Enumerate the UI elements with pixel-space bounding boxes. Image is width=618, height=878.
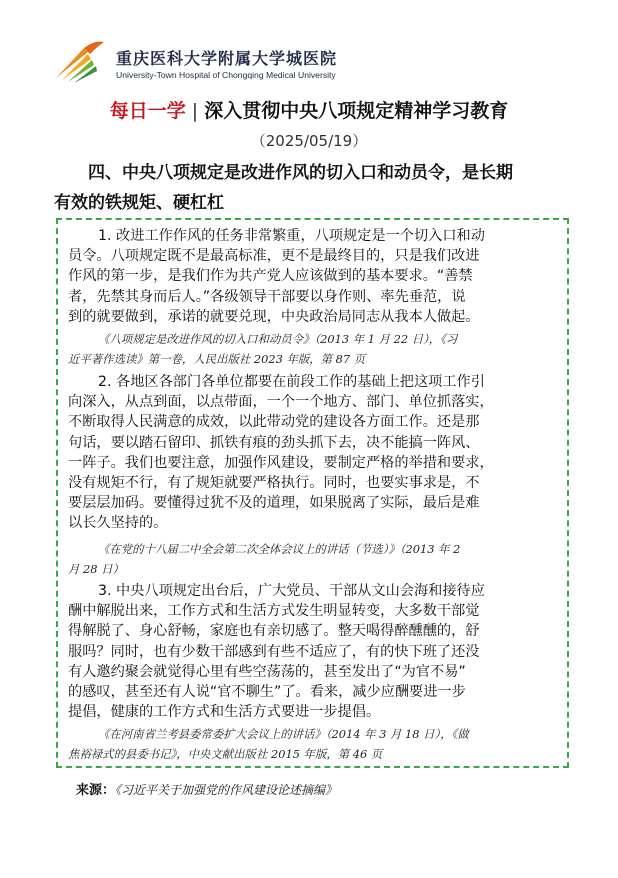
- title-prefix: 每日一学: [109, 100, 186, 122]
- text-line: 到的就要做到，承诺的就要兑现，中央政治局同志从我本人做起。: [68, 308, 480, 325]
- hospital-logo-icon: [54, 38, 108, 84]
- item-2-citation: [68, 539, 563, 579]
- text-line: 以长久坚持的。: [68, 515, 168, 532]
- citation-line: 《在党的十八届二中全会第二次全体会议上的讲话（节选）》（2013 年 2: [98, 542, 461, 556]
- text-line: 有人邀约聚会就觉得心里有些空荡荡的，甚至发出了“为官不易”: [68, 663, 466, 680]
- hospital-name-en: University-Town Hospital of Chongqing Medical University: [116, 70, 336, 80]
- page-date: （2025/05/19）: [250, 132, 368, 150]
- page-title: [0, 96, 618, 123]
- text-line: 向深入，从点到面，以点带面，一个一个地方、部门、单位抓落实，: [68, 394, 494, 411]
- text-line: 1. 改进工作作风的任务非常繁重，八项规定是一个切入口和动: [98, 228, 485, 244]
- text-line: 酬中解脱出来，工作方式和生活方式发生明显转变，大多数干部觉: [68, 603, 480, 620]
- item-2-text: [68, 372, 563, 534]
- section-heading-line-1: 四、中央八项规定是改进作风的切入口和动员令，是长期: [88, 163, 513, 183]
- source-value: 《习近平关于加强党的作风建设论述摘编》: [115, 783, 338, 797]
- source-note: [76, 779, 337, 798]
- title-separator: |: [191, 100, 199, 122]
- text-line: 者，先禁其身而后人。”各级领导干部要以身作则、率先垂范，说: [68, 288, 466, 305]
- section-heading-line-2: 有效的铁规矩、硬杠杠: [54, 193, 224, 213]
- citation-line: 《在河南省兰考县委常委扩大会议上的讲话》（2014 年 3 月 18 日），《做: [98, 727, 469, 741]
- text-line: 的感叹，甚至还有人说“官不聊生”了。看来，减少应酬要进一步: [68, 684, 466, 701]
- section-heading: [54, 158, 566, 218]
- citation-line: 焦裕禄式的县委书记》，中央文献出版社 2015 年版，第 46 页: [68, 747, 383, 761]
- item-1-text: [68, 226, 563, 327]
- text-line: 不断取得人民满意的成效，以此带动党的建设各方面工作。还是那: [68, 414, 480, 431]
- text-line: 服吗？同时，也有少数干部感到有些不适应了，有的快下班了还没: [68, 643, 480, 660]
- hospital-header: [54, 38, 374, 88]
- source-label: 来源：: [76, 783, 116, 798]
- text-line: 作风的第一步，是我们作为共产党人应该做到的基本要求。“善禁: [68, 268, 473, 285]
- hospital-name-cn: 重庆医科大学附属大学城医院: [116, 49, 338, 68]
- item-3-citation: [68, 724, 563, 764]
- text-line: 提倡，健康的工作方式和生活方式要进一步提倡。: [68, 704, 381, 721]
- title-main: 深入贯彻中央八项规定精神学习教育: [204, 100, 509, 122]
- text-line: 2. 各地区各部门各单位都要在前段工作的基础上把这项工作引: [98, 374, 485, 390]
- text-line: 得解脱了、身心舒畅，家庭也有亲切感了。整天喝得醉醺醺的，舒: [68, 623, 480, 640]
- text-line: 3. 中央八项规定出台后，广大党员、干部从文山会海和接待应: [98, 583, 485, 599]
- text-line: 员令。八项规定既不是最高标准，更不是最终目的，只是我们改进: [68, 248, 480, 265]
- citation-line: 近平著作选读》第一卷，人民出版社 2023 年版，第 87 页: [68, 352, 366, 366]
- citation-line: 月 28 日）: [68, 562, 124, 576]
- text-line: 一阵子。我们也要注意，加强作风建设，要制定严格的举措和要求，: [68, 454, 494, 471]
- item-3-text: [68, 581, 563, 722]
- text-line: 句话，要以踏石留印、抓铁有痕的劲头抓下去，决不能搞一阵风、: [68, 434, 480, 451]
- citation-line: 《八项规定是改进作风的切入口和动员令》（2013 年 1 月 22 日），《习: [98, 332, 458, 346]
- text-line: 没有规矩不行，有了规矩就要严格执行。同时，也要实事求是，不: [68, 475, 480, 492]
- text-line: 要层层加码。要懂得过犹不及的道理，如果脱离了实际，最后是难: [68, 495, 480, 512]
- item-1-citation: [68, 329, 563, 369]
